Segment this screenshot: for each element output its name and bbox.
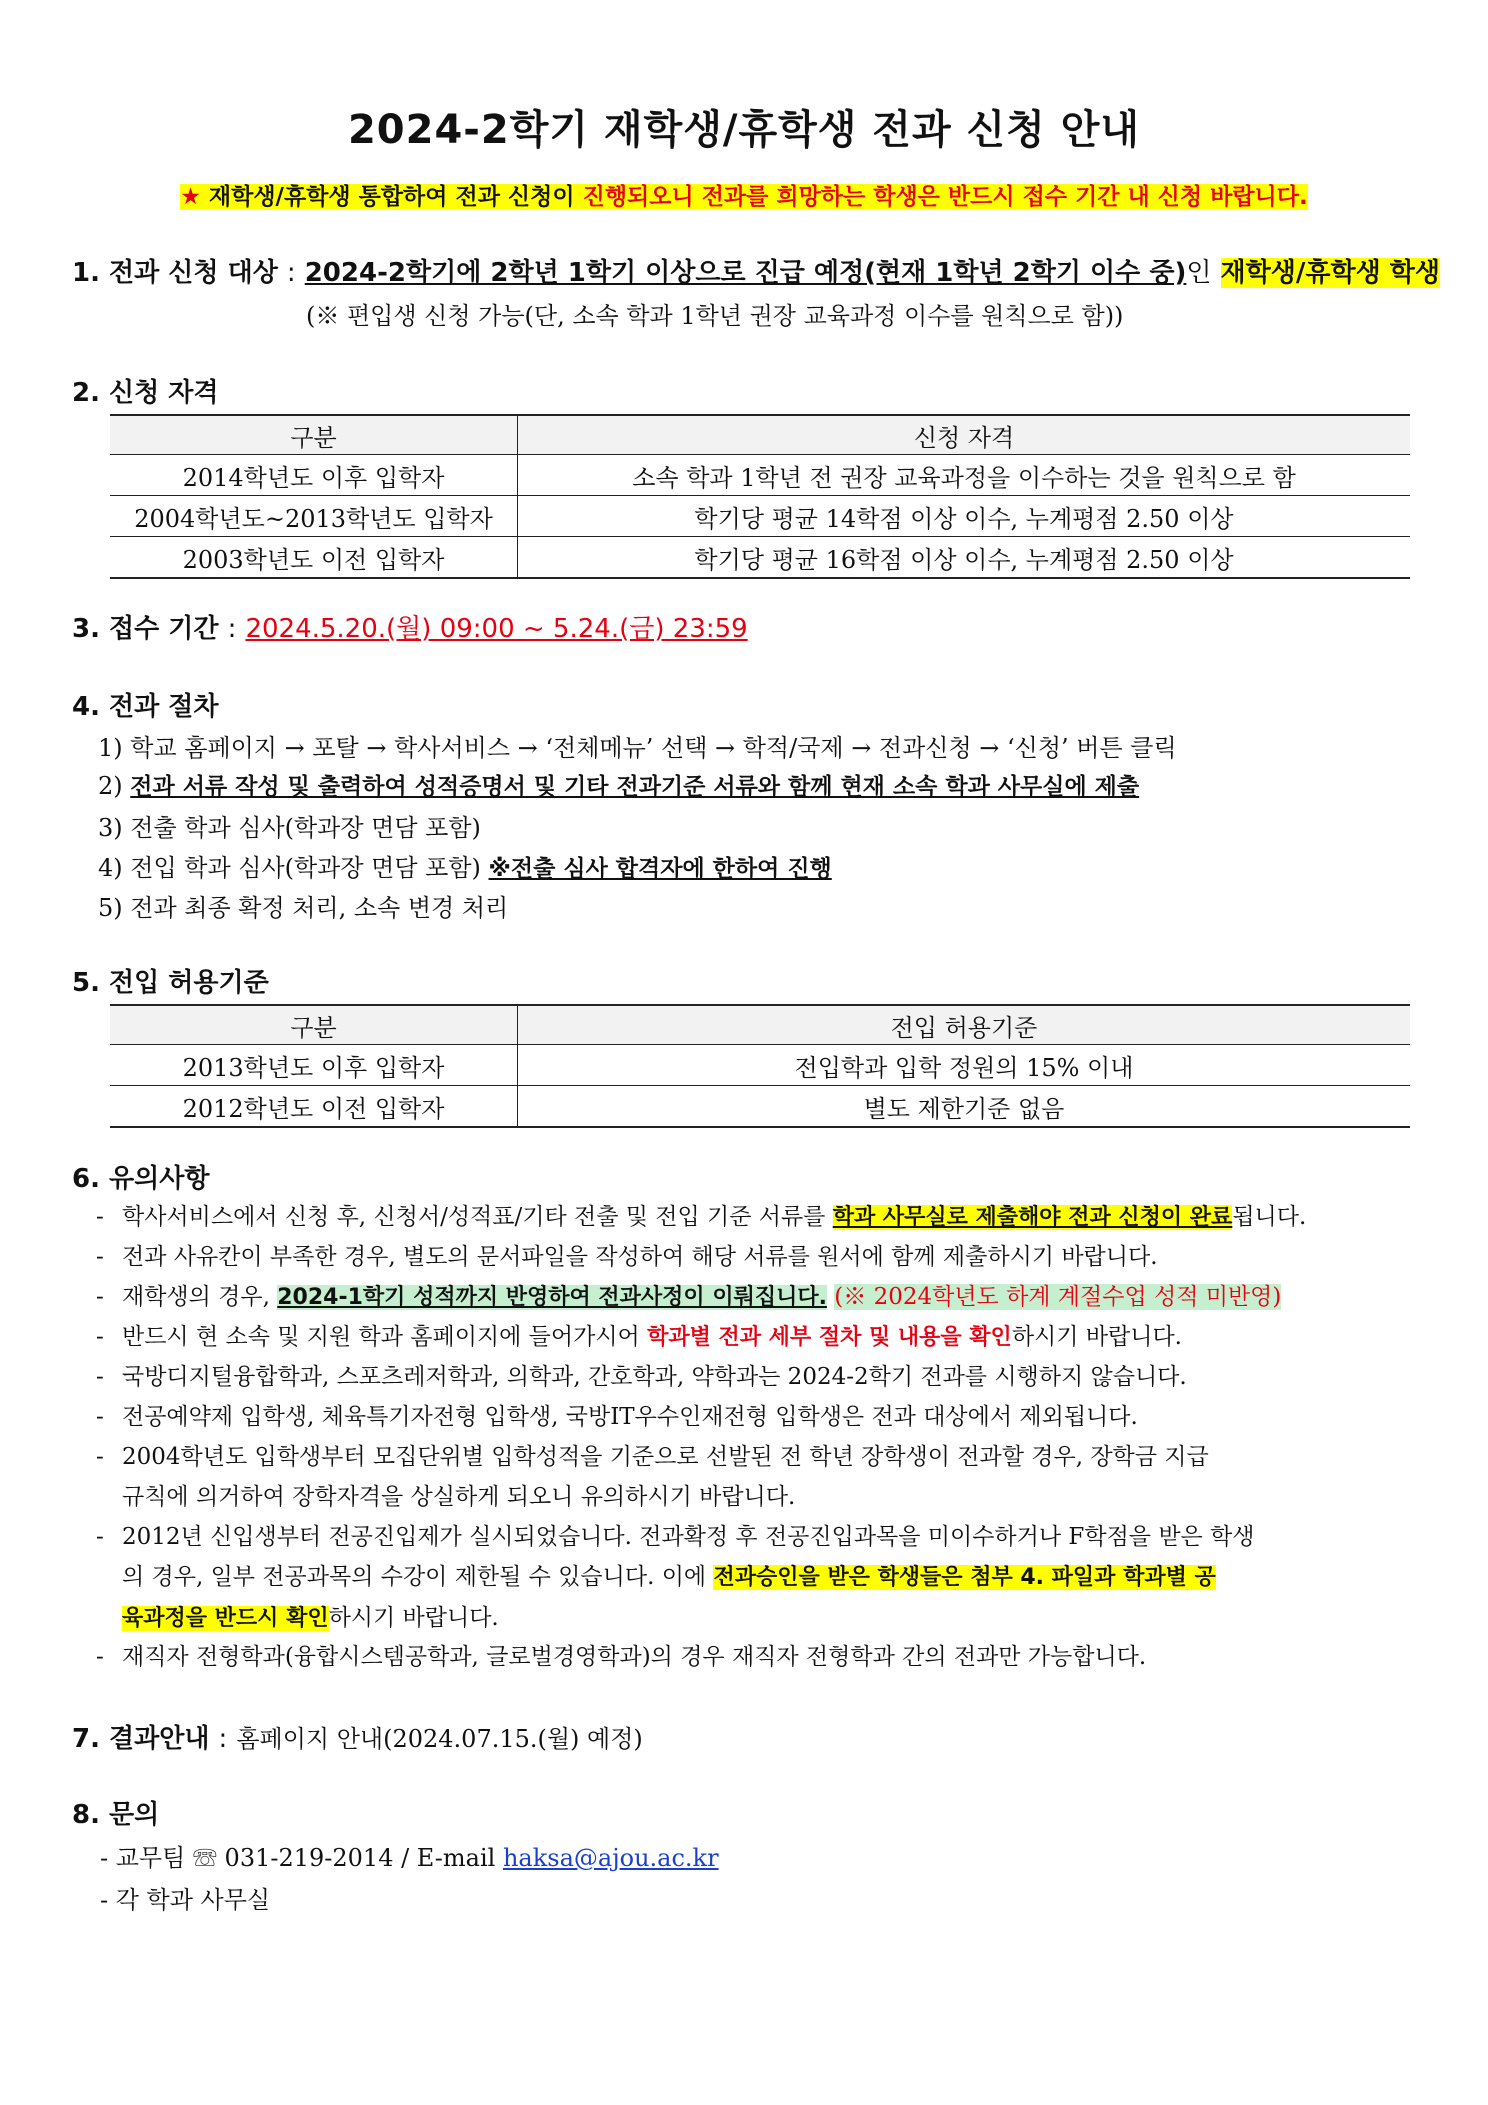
section-8-heading: 8. 문의	[72, 1800, 160, 1830]
note-item	[96, 1282, 1426, 1313]
section-7-heading: 7. 결과안내	[72, 1724, 210, 1754]
table-cell: 2003학년도 이전 입학자	[110, 537, 518, 579]
table-row	[110, 496, 1410, 537]
note-text: 반드시 현 소속 및 지원 학과 홈페이지에 들어가시어	[122, 1324, 640, 1350]
section-3-colon: :	[227, 614, 237, 644]
section-1-highlight: 재학생/휴학생 학생	[1220, 258, 1441, 288]
note-text: 됩니다.	[1232, 1204, 1307, 1230]
table-row	[110, 1086, 1410, 1128]
note-dash: -	[96, 1524, 104, 1550]
note-text: 하시기 바랍니다.	[1011, 1324, 1182, 1350]
note-text: 2004학년도 입학생부터 모집단위별 입학성적을 기준으로 선발된 전 학년 장학생이 전과할 경우, 장학금 지급	[122, 1444, 1209, 1470]
note-text: 국방디지털융합학과, 스포츠레저학과, 의학과, 간호학과, 약학과는 2024-2학기 전과를 시행하지 않습니다.	[122, 1364, 1187, 1390]
table-cell: 2012학년도 이전 입학자	[110, 1086, 518, 1128]
section-3	[72, 608, 748, 645]
procedure-step-5: 5) 전과 최종 확정 처리, 소속 변경 처리	[98, 894, 509, 922]
result-announcement: 홈페이지 안내(2024.07.15.(월) 예정)	[236, 1725, 643, 1753]
table-cell: 2014학년도 이후 입학자	[110, 455, 518, 496]
note-item	[96, 1402, 1426, 1432]
section-1-heading: 1. 전과 신청 대상	[72, 258, 278, 288]
note-dash: -	[96, 1644, 104, 1670]
notice-text-2: 진행되오니 전과를 희망하는 학생은 반드시 접수 기간 내 신청 바랍니다.	[582, 184, 1308, 210]
note-dash: -	[96, 1324, 104, 1350]
note-red-text: (※ 2024학년도 하계 계절수업 성적 미반영)	[834, 1284, 1282, 1310]
department-office: - 각 학과 사무실	[100, 1886, 271, 1914]
note-highlight: 2024-1학기 성적까지 반영하여 전과사정이 이뤄집니다.	[277, 1285, 827, 1310]
procedure-step-2-num: 2)	[98, 772, 123, 800]
note-highlight: 전과승인을 받은 학생들은 첨부 4. 파일과 학과별 공	[713, 1565, 1216, 1590]
star-icon: ★	[180, 184, 201, 210]
table-cell: 학기당 평균 14학점 이상 이수, 누계평점 2.50 이상	[518, 496, 1411, 537]
procedure-step-2-text: 전과 서류 작성 및 출력하여 성적증명서 및 기타 전과기준 서류와 함께 현재 소속 학과 사무실에 제출	[130, 774, 1140, 800]
section-5-heading: 5. 전입 허용기준	[72, 968, 269, 998]
section-4-heading: 4. 전과 절차	[72, 692, 219, 722]
section-1-note: (※ 편입생 신청 가능(단, 소속 학과 1학년 권장 교육과정 이수를 원칙으로 함))	[306, 302, 1124, 330]
note-item	[96, 1642, 1426, 1672]
note-text: 전공예약제 입학생, 체육특기자전형 입학생, 국방IT우수인재전형 입학생은 전과 대상에서 제외됩니다.	[122, 1404, 1138, 1430]
note-text: 재학생의 경우,	[122, 1284, 270, 1310]
table-header: 구분	[110, 1005, 518, 1045]
note-dash: -	[96, 1404, 104, 1430]
note-item	[96, 1442, 1426, 1512]
procedure-step-4-note: ※전출 심사 합격자에 한하여 진행	[488, 856, 832, 882]
procedure-step-1: 1) 학교 홈페이지 → 포탈 → 학사서비스 → ‘전체메뉴’ 선택 → 학적/국제 → 전과신청 → ‘신청’ 버튼 클릭	[98, 734, 1177, 762]
table-cell: 소속 학과 1학년 전 권장 교육과정을 이수하는 것을 원칙으로 함	[518, 455, 1411, 496]
table-header: 전입 허용기준	[518, 1005, 1411, 1045]
note-text: 규칙에 의거하여 장학자격을 상실하게 되오니 유의하시기 바랍니다.	[122, 1484, 796, 1510]
note-dash: -	[96, 1204, 104, 1230]
note-dash: -	[96, 1364, 104, 1390]
note-item	[96, 1522, 1426, 1634]
note-item	[96, 1362, 1426, 1392]
note-highlight: 육과정을 반드시 확인	[122, 1606, 329, 1631]
table-header: 구분	[110, 415, 518, 455]
note-text: 전과 사유칸이 부족한 경우, 별도의 문서파일을 작성하여 해당 서류를 원서에 함께 제출하시기 바랍니다.	[122, 1244, 1158, 1270]
table-cell: 2013학년도 이후 입학자	[110, 1045, 518, 1086]
procedure-step-4-text: 4) 전입 학과 심사(학과장 면담 포함)	[98, 854, 481, 882]
section-1-suffix: 인	[1186, 258, 1212, 288]
note-text: 학사서비스에서 신청 후, 신청서/성적표/기타 전출 및 전입 기준 서류를	[122, 1204, 826, 1230]
qualification-table	[110, 414, 1410, 579]
section-7-colon: :	[218, 1724, 228, 1754]
transfer-quota-table	[110, 1004, 1410, 1128]
note-dash: -	[96, 1444, 104, 1470]
note-dash: -	[96, 1284, 104, 1310]
application-period: 2024.5.20.(월) 09:00 ~ 5.24.(금) 23:59	[245, 614, 748, 644]
contact-line	[100, 1838, 719, 1873]
note-text: 하시기 바랍니다.	[328, 1605, 499, 1631]
note-text: 2012년 신입생부터 전공진입제가 실시되었습니다. 전과확정 후 전공진입과목을 미이수하거나 F학점을 받은 학생	[122, 1524, 1255, 1550]
note-text: 재직자 전형학과(융합시스템공학과, 글로벌경영학과)의 경우 재직자 전형학과 간의 전과만 가능합니다.	[122, 1644, 1147, 1670]
note-item	[96, 1242, 1426, 1272]
note-item	[96, 1202, 1426, 1233]
table-row	[110, 1045, 1410, 1086]
note-item	[96, 1322, 1426, 1353]
contact-text: - 교무팀 ☏ 031-219-2014 / E-mail	[100, 1844, 496, 1872]
procedure-step-2	[98, 768, 1139, 801]
note-highlight: 학과 사무실로 제출해야 전과 신청이 완료	[832, 1205, 1233, 1230]
procedure-step-4	[98, 848, 832, 883]
table-header: 신청 자격	[518, 415, 1411, 455]
section-2-heading: 2. 신청 자격	[72, 378, 219, 408]
table-cell: 전입학과 입학 정원의 15% 이내	[518, 1045, 1411, 1086]
note-text: 의 경우, 일부 전공과목의 수강이 제한될 수 있습니다. 이에	[122, 1564, 707, 1590]
table-row	[110, 455, 1410, 496]
page-title: 2024-2학기 재학생/휴학생 전과 신청 안내	[347, 107, 1141, 153]
notice-banner	[0, 178, 1488, 211]
table-row	[110, 537, 1410, 579]
section-7	[72, 1718, 643, 1755]
section-6-heading: 6. 유의사항	[72, 1164, 210, 1194]
section-1-target: 2024-2학기에 2학년 1학기 이상으로 진급 예정(현재 1학년 2학기 이수 중)	[304, 258, 1187, 288]
note-dash: -	[96, 1244, 104, 1270]
table-cell: 2004학년도~2013학년도 입학자	[110, 496, 518, 537]
notice-text-1: 재학생/휴학생 통합하여 전과 신청이	[208, 184, 575, 210]
section-3-heading: 3. 접수 기간	[72, 614, 219, 644]
table-cell: 학기당 평균 16학점 이상 이수, 누계평점 2.50 이상	[518, 537, 1411, 579]
email-link[interactable]: haksa@ajou.ac.kr	[502, 1844, 719, 1872]
note-red-text: 학과별 전과 세부 절차 및 내용을 확인	[647, 1325, 1012, 1350]
procedure-step-3: 3) 전출 학과 심사(학과장 면담 포함)	[98, 814, 481, 842]
section-1-colon: :	[286, 258, 296, 288]
table-cell: 별도 제한기준 없음	[518, 1086, 1411, 1128]
section-1	[72, 252, 1440, 289]
